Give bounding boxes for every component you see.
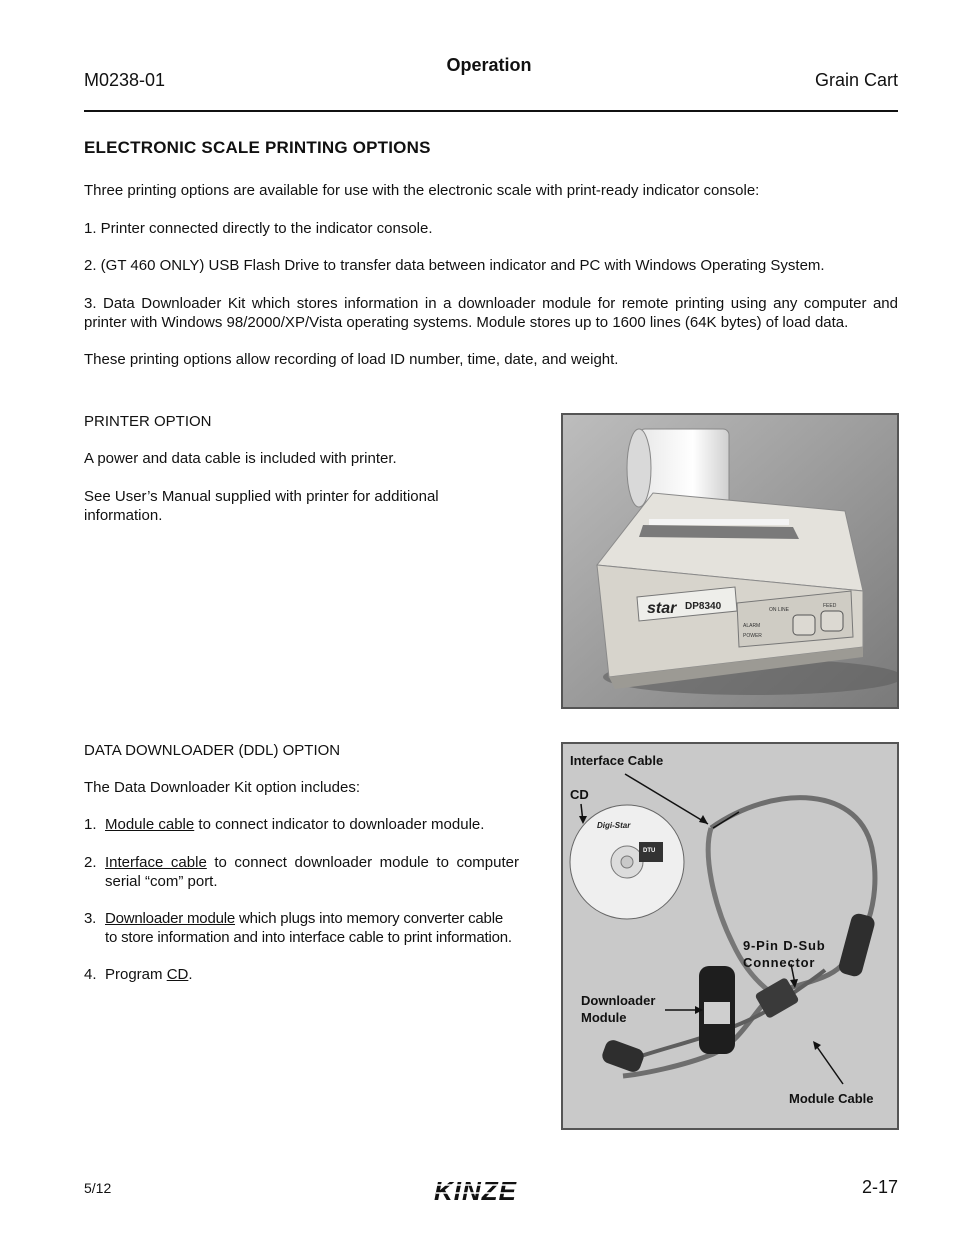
callout-interface-cable: Interface Cable — [570, 753, 664, 768]
feed-label: FEED — [823, 603, 837, 609]
item-text: Program — [105, 966, 167, 983]
item-number: 3. — [84, 910, 97, 927]
ddl-item-1 — [84, 815, 519, 834]
callout-connector-line1: 9-Pin D-Sub — [743, 938, 826, 953]
kinze-logo-graphic — [430, 1176, 550, 1206]
callout-cd: CD — [570, 787, 589, 802]
item-text: which plugs into memory converter cable to store information and into interface cable to print information. — [105, 910, 512, 946]
kinze-logo — [430, 1176, 550, 1211]
printer-heading: PRINTER OPTION — [84, 413, 212, 430]
section-title: Operation — [446, 55, 532, 75]
callout-module-cable: Module Cable — [789, 1091, 874, 1106]
printer-model: DP8340 — [685, 601, 722, 612]
callout-downloader-module — [581, 992, 655, 1026]
product-name: Grain Cart — [814, 70, 898, 90]
printer-brand: star — [647, 600, 677, 617]
callout-module-line2: Module — [581, 1010, 627, 1025]
header-rule — [84, 110, 898, 112]
intro-paragraph: Three printing options are available for use with the electronic scale with print-ready indicator console: — [84, 182, 760, 199]
module-cable-link: Module cable — [105, 816, 195, 833]
item-number: 1. — [84, 816, 97, 833]
ddl-item-2 — [84, 853, 519, 891]
ddl-kit-photo — [561, 742, 899, 1130]
cd-link: CD — [166, 966, 189, 983]
cd-box-label: DTU — [643, 848, 656, 854]
item-text: to connect indicator to downloader module. — [194, 816, 485, 833]
callout-module-line1: Downloader — [581, 993, 656, 1008]
option-2: 2. (GT 460 ONLY) USB Flash Drive to transfer data between indicator and PC with Windows Operating System. — [84, 257, 825, 274]
item-text: to connect downloader module to computer serial “com” port. — [105, 854, 519, 890]
summary-paragraph: These printing options allow recording of load ID number, time, date, and weight. — [84, 351, 619, 368]
ddl-heading: DATA DOWNLOADER (DDL) OPTION — [84, 742, 341, 759]
page-number: 2-17 — [861, 1177, 898, 1197]
callout-connector — [743, 937, 825, 971]
option-3: 3. Data Downloader Kit which stores information in a downloader module for remote printing using any computer and printer with Windows 98/2000/XP/Vista operating systems. Module stores up to 1600 lines (64K bytes) of load data. — [84, 295, 898, 331]
item-number: 2. — [84, 854, 97, 871]
item-text: . — [188, 966, 193, 983]
ddl-item-3 — [84, 909, 519, 947]
callout-connector-line2: Connector — [743, 955, 816, 970]
revision-date: 5/12 — [84, 1180, 112, 1196]
printer-manual-note: See User’s Manual supplied with printer for additional information. — [84, 488, 439, 524]
online-button — [793, 615, 815, 635]
option-1: 1. Printer connected directly to the indicator console. — [84, 220, 433, 237]
printer-photo — [561, 413, 899, 709]
downloader-module-link: Downloader module — [105, 910, 236, 927]
printer-cable-note: A power and data cable is included with printer. — [84, 450, 397, 467]
ddl-item-4 — [84, 965, 519, 984]
feed-button — [821, 611, 843, 631]
ddl-intro: The Data Downloader Kit option includes: — [84, 779, 360, 796]
page-title: ELECTRONIC SCALE PRINTING OPTIONS — [84, 138, 431, 157]
doc-number: M0238-01 — [84, 70, 166, 90]
power-label: POWER — [743, 633, 762, 639]
cd-brand: Digi-Star — [597, 821, 631, 830]
ddl-kit-illustration — [563, 744, 897, 1128]
alarm-label: ALARM — [743, 623, 761, 629]
item-number: 4. — [84, 966, 97, 983]
online-label: ON LINE — [769, 607, 790, 613]
printer-illustration — [563, 415, 897, 707]
logo-text: KINZE — [434, 1176, 517, 1206]
interface-cable-link: Interface cable — [105, 854, 207, 871]
